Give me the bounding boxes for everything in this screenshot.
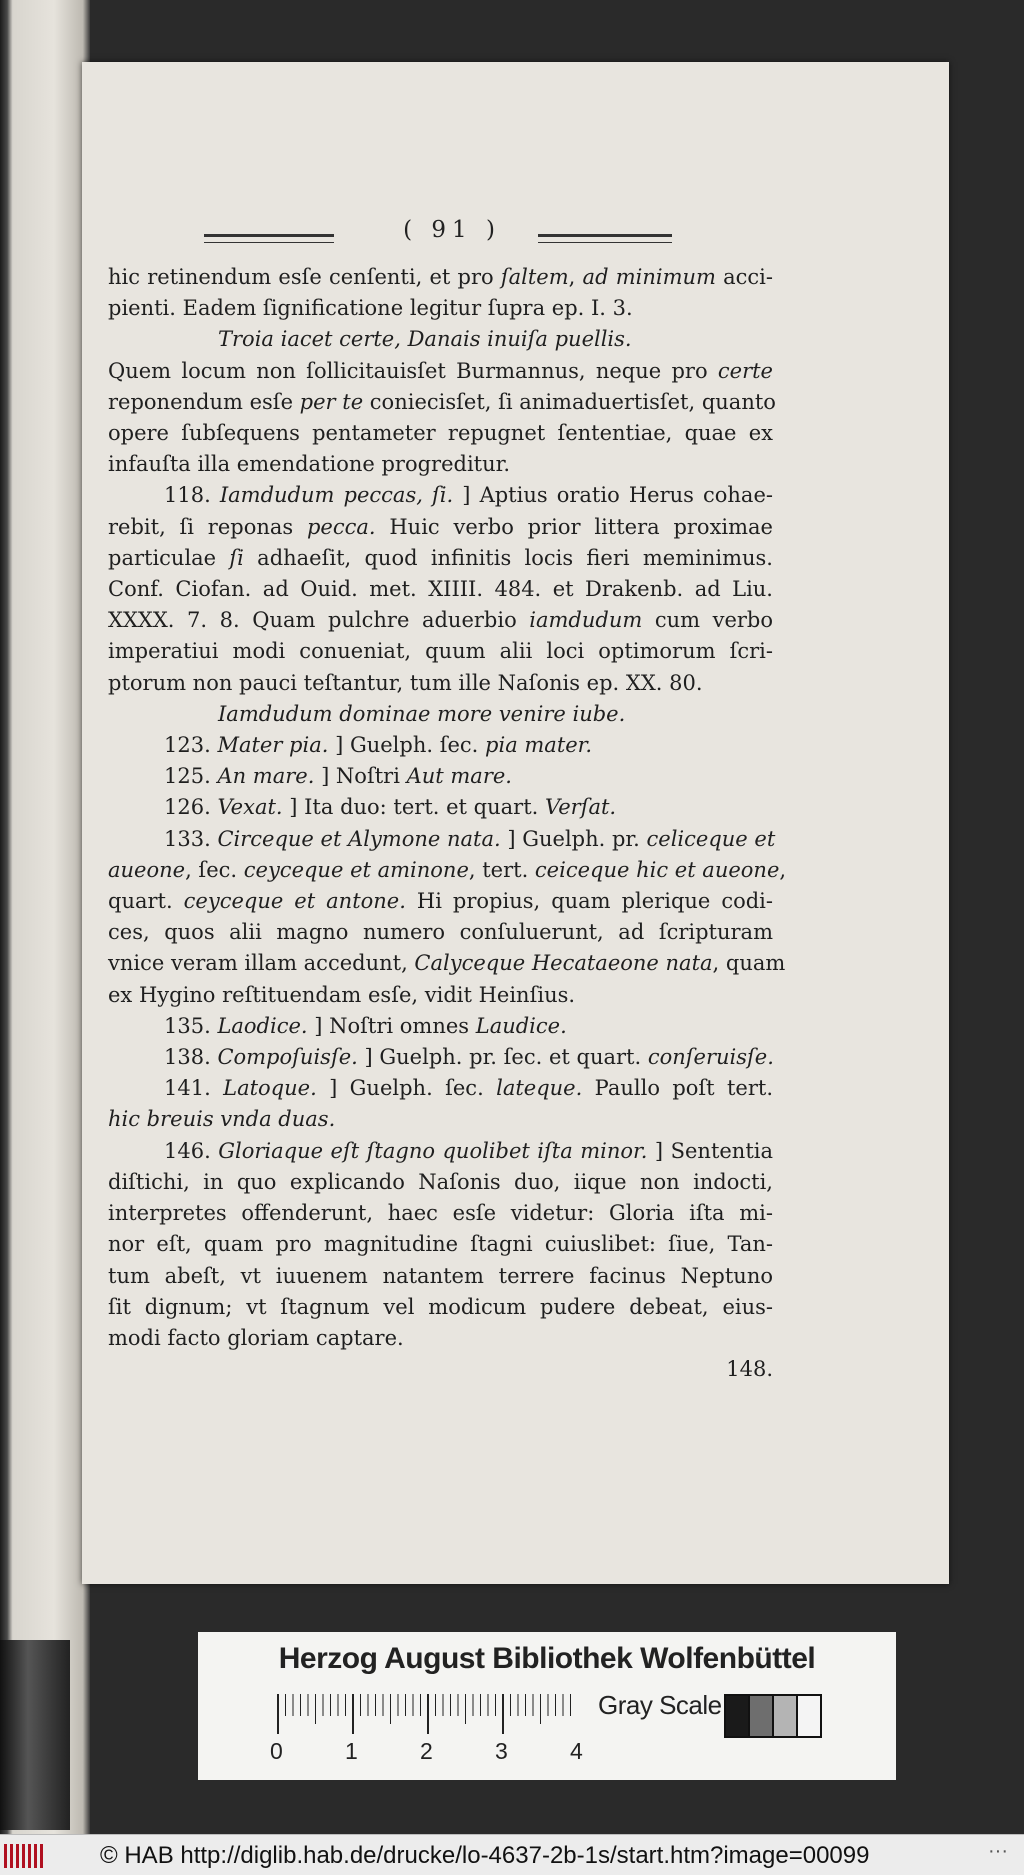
text-line xyxy=(108,512,773,543)
text-span: ces, quos alii magno numero conſuluerunt, ad ſcripturam xyxy=(108,920,773,945)
italic-text: Circeque et Alymone nata. xyxy=(217,826,501,851)
text-line xyxy=(108,324,773,355)
text-span: ptorum non pauci teſtantur, tum ille Naſonis ep. XX. 80. xyxy=(108,670,703,695)
text-line xyxy=(108,699,773,730)
italic-text: Mater pia. xyxy=(217,733,329,758)
italic-text: per te xyxy=(299,389,364,414)
italic-text: pecca. xyxy=(306,514,376,539)
book-spine xyxy=(0,1640,70,1830)
text-line xyxy=(108,761,773,792)
text-span: imperatiui modi conueniat, quum alii loci optimorum ſcri- xyxy=(108,639,773,664)
color-reference-card xyxy=(198,1632,896,1780)
text-line xyxy=(108,293,773,324)
text-span: infauſta illa emendatione progreditur. xyxy=(108,452,511,477)
text-line xyxy=(108,418,773,449)
text-line xyxy=(108,1354,773,1385)
ruler-number: 0 xyxy=(270,1738,283,1764)
text-span: Hi propius, quam plerique codi- xyxy=(405,889,773,914)
text-line xyxy=(108,1042,773,1073)
text-line xyxy=(108,356,773,387)
text-span: diſtichi, in quo explicando Naſonis duo, iique non indocti, xyxy=(108,1169,773,1194)
italic-text: Verſat. xyxy=(544,795,617,820)
text-span: modi facto gloriam captare. xyxy=(108,1325,404,1350)
text-line xyxy=(108,792,773,823)
text-line xyxy=(108,387,776,418)
text-span: cum verbo xyxy=(642,608,773,633)
text-line xyxy=(108,1261,773,1292)
text-line xyxy=(108,1198,773,1229)
italic-text: Latoque. xyxy=(223,1076,317,1101)
gray-swatch xyxy=(724,1694,750,1738)
text-line xyxy=(108,636,773,667)
gray-swatch xyxy=(796,1694,822,1738)
italic-text: ceyceque et antone. xyxy=(183,889,406,914)
italic-text: aueone xyxy=(108,857,186,882)
text-line xyxy=(108,574,773,605)
italic-text: Iamdudum dominae more venire iube. xyxy=(218,701,626,726)
text-line xyxy=(108,1323,773,1354)
text-line xyxy=(108,1292,773,1323)
text-span: 126. xyxy=(164,795,218,820)
text-span: 125. xyxy=(164,764,218,789)
header-rule-left xyxy=(204,234,334,243)
italic-text: Aut mare. xyxy=(406,764,512,789)
text-line xyxy=(108,855,787,886)
text-span: ] Noſtri xyxy=(314,764,407,789)
text-span: reponendum esſe xyxy=(108,389,300,414)
viewer-footer xyxy=(0,1834,1024,1875)
italic-text: celiceque et xyxy=(646,826,776,851)
italic-text: ceiceque hic et aueone xyxy=(534,857,780,882)
italic-text: ceyceque et aminone xyxy=(243,857,469,882)
text-line xyxy=(108,948,786,979)
italic-text: Vexat. xyxy=(217,795,283,820)
text-span: interpretes offenderunt, haec esſe videtur: Gloria iſta mi- xyxy=(108,1201,773,1226)
text-span: 141. xyxy=(164,1076,224,1101)
text-span: ] Guelph. ſec. xyxy=(316,1076,497,1101)
text-span: , ſec. xyxy=(185,857,244,882)
text-line xyxy=(108,886,773,917)
italic-text: certe xyxy=(717,358,773,383)
text-line xyxy=(108,668,773,699)
text-line xyxy=(108,1229,773,1260)
italic-text: Laodice. xyxy=(217,1013,308,1038)
text-span: 118. xyxy=(164,483,220,508)
book-page xyxy=(82,62,949,1584)
text-span: XXXX. 7. 8. Quam pulchre aduerbio xyxy=(108,608,530,633)
italic-text: lateque. xyxy=(496,1076,583,1101)
text-span: 146. xyxy=(164,1138,219,1163)
source-url[interactable]: © HAB http://diglib.hab.de/drucke/lo-4637-2b-1s/start.htm?image=00099 xyxy=(100,1842,870,1869)
text-span: coniecisſet, ſi animaduertisſet, quanto xyxy=(363,389,776,414)
text-span: acci- xyxy=(715,265,773,289)
text-span: ] Noſtri omnes xyxy=(307,1013,476,1038)
more-icon[interactable]: ··· xyxy=(988,1840,1008,1862)
italic-text: Iamdudum peccas, ſi. xyxy=(219,483,454,508)
text-line xyxy=(108,1136,773,1167)
text-line xyxy=(108,449,773,480)
text-span: adhaeſit, quod infinitis locis fieri meminimus. xyxy=(243,545,773,570)
text-line xyxy=(108,1167,773,1198)
italic-text: ad minimum xyxy=(582,265,716,289)
italic-text: ſaltem xyxy=(500,265,569,289)
institution-name: Herzog August Bibliothek Wolfenbüttel xyxy=(278,1642,816,1675)
italic-text: Compoſuisſe. xyxy=(217,1045,358,1070)
italic-text: Laudice. xyxy=(475,1013,567,1038)
text-line xyxy=(108,605,773,636)
text-line xyxy=(108,262,773,293)
text-span: rebit, ſi reponas xyxy=(108,514,307,539)
italic-text: Gloriaque eſt ſtagno quolibet iſta minor. xyxy=(218,1138,648,1163)
text-span: particulae xyxy=(108,545,230,570)
text-span: Quem locum non ſollicitauisſet Burmannus, neque pro xyxy=(108,358,718,383)
italic-text: Troia iacet certe, Danais inuiſa puellis. xyxy=(218,327,632,352)
text-span: ] Guelph. ſec. xyxy=(328,733,486,758)
gray-swatch xyxy=(748,1694,774,1738)
text-span: vnice veram illam accedunt, xyxy=(108,951,415,976)
text-span: ] Aptius oratio Herus cohae- xyxy=(453,483,773,508)
text-span: hic retinendum esſe cenſenti, et pro xyxy=(108,265,501,289)
text-span: Paullo poſt tert. xyxy=(582,1076,773,1101)
text-line xyxy=(108,917,773,948)
adjacent-page-edge xyxy=(0,0,90,1834)
italic-text: iamdudum xyxy=(529,608,643,633)
hab-logo-icon xyxy=(4,1844,44,1868)
page-text xyxy=(108,262,787,1385)
text-span: quart. xyxy=(108,889,184,914)
text-span: Huic verbo prior littera proximae xyxy=(375,514,773,539)
text-span: ] Guelph. pr. xyxy=(500,826,647,851)
header-rule-right xyxy=(538,234,672,243)
text-line xyxy=(108,980,773,1011)
text-span: nor eſt, quam pro magnitudine ſtagni cuiuslibet: ſiue, Tan- xyxy=(108,1232,773,1257)
text-span: 133. xyxy=(164,826,218,851)
scale-ruler xyxy=(270,1694,583,1764)
ruler-number: 4 xyxy=(570,1738,583,1764)
text-span: 135. xyxy=(164,1013,218,1038)
ruler-number: 2 xyxy=(420,1738,433,1764)
text-line xyxy=(108,543,773,574)
text-line xyxy=(108,1073,773,1104)
text-span: , tert. xyxy=(468,857,535,882)
text-span: ſit dignum; vt ſtagnum vel modicum pudere debeat, eius- xyxy=(108,1294,773,1319)
page-number: ( 91 ) xyxy=(403,217,501,243)
gray-scale-label: Gray Scale xyxy=(598,1690,722,1720)
text-span: ex Hygino reſtituendam esſe, vidit Heinſius. xyxy=(108,982,576,1007)
text-span: 123. xyxy=(164,733,218,758)
text-span: , xyxy=(568,265,583,289)
text-span: 148. xyxy=(726,1357,773,1382)
italic-text: An mare. xyxy=(217,764,315,789)
text-span: ] Ita duo: tert. et quart. xyxy=(282,795,545,820)
italic-text: conſeruisſe. xyxy=(647,1045,774,1070)
text-span: pienti. Eadem ſignificatione legitur ſupra ep. I. 3. xyxy=(108,296,633,321)
italic-text: hic breuis vnda duas. xyxy=(108,1107,336,1132)
text-line xyxy=(108,480,773,511)
ruler-number: 3 xyxy=(495,1738,508,1764)
text-line xyxy=(108,1104,773,1135)
text-span: , xyxy=(779,857,787,882)
text-span: tum abeſt, vt iuuenem natantem terrere facinus Neptuno xyxy=(108,1263,773,1288)
italic-text: ſi xyxy=(229,545,244,570)
text-line xyxy=(108,824,776,855)
text-span: opere ſubſequens pentameter repugnet ſententiae, quae ex xyxy=(108,421,773,446)
text-span: ] Sententia xyxy=(647,1138,774,1163)
text-span: Conf. Ciofan. ad Ouid. met. XIIII. 484. et Drakenb. ad Liu. xyxy=(108,577,773,602)
text-span: ] Guelph. pr. ſec. et quart. xyxy=(357,1045,648,1070)
text-span: 138. xyxy=(164,1045,218,1070)
italic-text: Calyceque Hecataeone nata xyxy=(414,951,713,976)
ruler-number: 1 xyxy=(345,1738,358,1764)
text-line xyxy=(108,1011,773,1042)
text-span: , quam xyxy=(712,951,786,976)
italic-text: pia mater. xyxy=(485,733,593,758)
gray-swatch xyxy=(772,1694,798,1738)
ruler-ticks xyxy=(276,1694,576,1736)
text-line xyxy=(108,730,773,761)
